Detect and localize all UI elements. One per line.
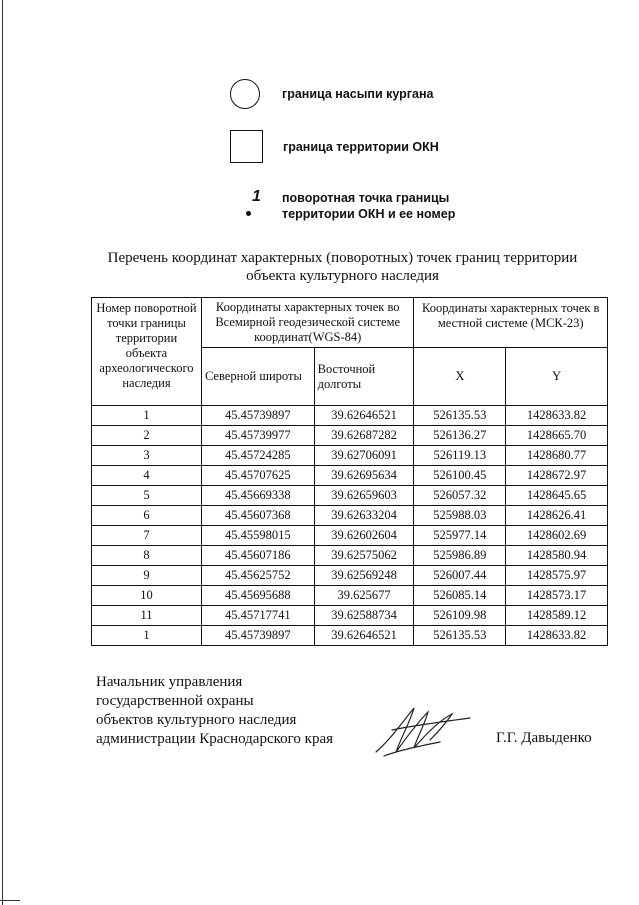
signatory-name: Г.Г. Давыденко xyxy=(496,730,592,746)
cell-x: 526119.13 xyxy=(414,446,506,466)
territory-boundary-square-icon xyxy=(230,130,263,163)
signatory-line2: государственной охраны xyxy=(96,693,254,709)
cell-latitude: 45.45607186 xyxy=(201,546,314,566)
turning-point-icon xyxy=(230,190,262,222)
cell-point-number: 3 xyxy=(92,446,202,466)
page-corner-mark xyxy=(0,900,20,901)
cell-point-number: 11 xyxy=(92,606,202,626)
signatory-line3: объектов культурного наследия xyxy=(96,712,297,728)
legend-mound-label: граница насыпи кургана xyxy=(282,87,434,101)
cell-x: 526085.14 xyxy=(414,586,506,606)
cell-x: 526109.98 xyxy=(414,606,506,626)
cell-point-number: 9 xyxy=(92,566,202,586)
cell-longitude: 39.62646521 xyxy=(314,626,414,646)
table-row xyxy=(92,486,608,506)
cell-y: 1428602.69 xyxy=(506,526,608,546)
table-row xyxy=(92,406,608,426)
page-margin-line xyxy=(2,0,3,905)
cell-latitude: 45.45739897 xyxy=(201,406,314,426)
table-row xyxy=(92,426,608,446)
cell-x: 525977.14 xyxy=(414,526,506,546)
legend-turning-point xyxy=(230,190,455,222)
cell-longitude: 39.62695634 xyxy=(314,466,414,486)
cell-x: 526100.45 xyxy=(414,466,506,486)
cell-y: 1428645.65 xyxy=(506,486,608,506)
header-msk23: Координаты характерных точек в местной системе (МСК-23) xyxy=(414,298,608,348)
table-row xyxy=(92,526,608,546)
cell-longitude: 39.62569248 xyxy=(314,566,414,586)
cell-x: 525988.03 xyxy=(414,506,506,526)
legend-territory-label: граница территории ОКН xyxy=(283,139,439,154)
cell-y: 1428633.82 xyxy=(506,626,608,646)
cell-y: 1428573.17 xyxy=(506,586,608,606)
table-row xyxy=(92,546,608,566)
header-point-number: Номер поворотной точки границы территории объекта археологического наследия xyxy=(92,298,202,406)
cell-latitude: 45.45695688 xyxy=(201,586,314,606)
cell-x: 526007.44 xyxy=(414,566,506,586)
turning-point-dot xyxy=(246,211,251,216)
legend-point-line2: территории ОКН и ее номер xyxy=(282,207,456,221)
cell-point-number: 4 xyxy=(92,466,202,486)
cell-latitude: 45.45598015 xyxy=(201,526,314,546)
cell-point-number: 6 xyxy=(92,506,202,526)
cell-point-number: 1 xyxy=(92,626,202,646)
cell-longitude: 39.62602604 xyxy=(314,526,414,546)
coordinates-table xyxy=(91,297,608,646)
cell-y: 1428665.70 xyxy=(506,426,608,446)
cell-latitude: 45.45607368 xyxy=(201,506,314,526)
signatory-line1: Начальник управления xyxy=(96,674,243,690)
cell-x: 525986.89 xyxy=(414,546,506,566)
cell-longitude: 39.62575062 xyxy=(314,546,414,566)
table-row xyxy=(92,586,608,606)
legend-mound xyxy=(230,79,433,109)
cell-latitude: 45.45739977 xyxy=(201,426,314,446)
cell-latitude: 45.45625752 xyxy=(201,566,314,586)
table-row xyxy=(92,506,608,526)
cell-point-number: 10 xyxy=(92,586,202,606)
cell-x: 526135.53 xyxy=(414,626,506,646)
cell-longitude: 39.625677 xyxy=(314,586,414,606)
cell-y: 1428672.97 xyxy=(506,466,608,486)
legend-turning-point-label xyxy=(282,190,455,222)
table-row xyxy=(92,626,608,646)
signatory-line4: администрации Краснодарского края xyxy=(96,731,334,747)
signatory-position xyxy=(96,673,333,749)
header-east-longitude: Восточной долготы xyxy=(314,348,414,406)
cell-longitude: 39.62633204 xyxy=(314,506,414,526)
cell-y: 1428680.77 xyxy=(506,446,608,466)
header-north-latitude: Северной широты xyxy=(201,348,314,406)
legend-point-line1: поворотная точка границы xyxy=(282,191,450,205)
mound-boundary-circle-icon xyxy=(230,79,260,109)
cell-x: 526135.53 xyxy=(414,406,506,426)
cell-latitude: 45.45707625 xyxy=(201,466,314,486)
header-y: Y xyxy=(506,348,608,406)
header-x: X xyxy=(414,348,506,406)
cell-latitude: 45.45739897 xyxy=(201,626,314,646)
cell-longitude: 39.62588734 xyxy=(314,606,414,626)
cell-latitude: 45.45724285 xyxy=(201,446,314,466)
cell-y: 1428580.94 xyxy=(506,546,608,566)
cell-latitude: 45.45669338 xyxy=(201,486,314,506)
table-row xyxy=(92,606,608,626)
header-wgs84: Координаты характерных точек во Всемирной геодезической системе координат(WGS-84) xyxy=(201,298,414,348)
cell-point-number: 7 xyxy=(92,526,202,546)
cell-longitude: 39.62659603 xyxy=(314,486,414,506)
table-row xyxy=(92,466,608,486)
cell-point-number: 1 xyxy=(92,406,202,426)
table-row xyxy=(92,446,608,466)
cell-point-number: 5 xyxy=(92,486,202,506)
handwritten-signature xyxy=(370,700,480,760)
cell-longitude: 39.62646521 xyxy=(314,406,414,426)
table-caption xyxy=(90,249,595,285)
caption-line1: Перечень координат характерных (поворотных) точек границ территории xyxy=(107,250,578,266)
cell-x: 526136.27 xyxy=(414,426,506,446)
table-row xyxy=(92,566,608,586)
caption-line2: объекта культурного наследия xyxy=(246,268,439,284)
cell-y: 1428575.97 xyxy=(506,566,608,586)
cell-point-number: 2 xyxy=(92,426,202,446)
cell-longitude: 39.62687282 xyxy=(314,426,414,446)
cell-y: 1428633.82 xyxy=(506,406,608,426)
legend-territory xyxy=(230,130,439,163)
turning-point-number: 1 xyxy=(252,188,261,205)
cell-x: 526057.32 xyxy=(414,486,506,506)
cell-longitude: 39.62706091 xyxy=(314,446,414,466)
cell-y: 1428626.41 xyxy=(506,506,608,526)
cell-latitude: 45.45717741 xyxy=(201,606,314,626)
cell-y: 1428589.12 xyxy=(506,606,608,626)
cell-point-number: 8 xyxy=(92,546,202,566)
